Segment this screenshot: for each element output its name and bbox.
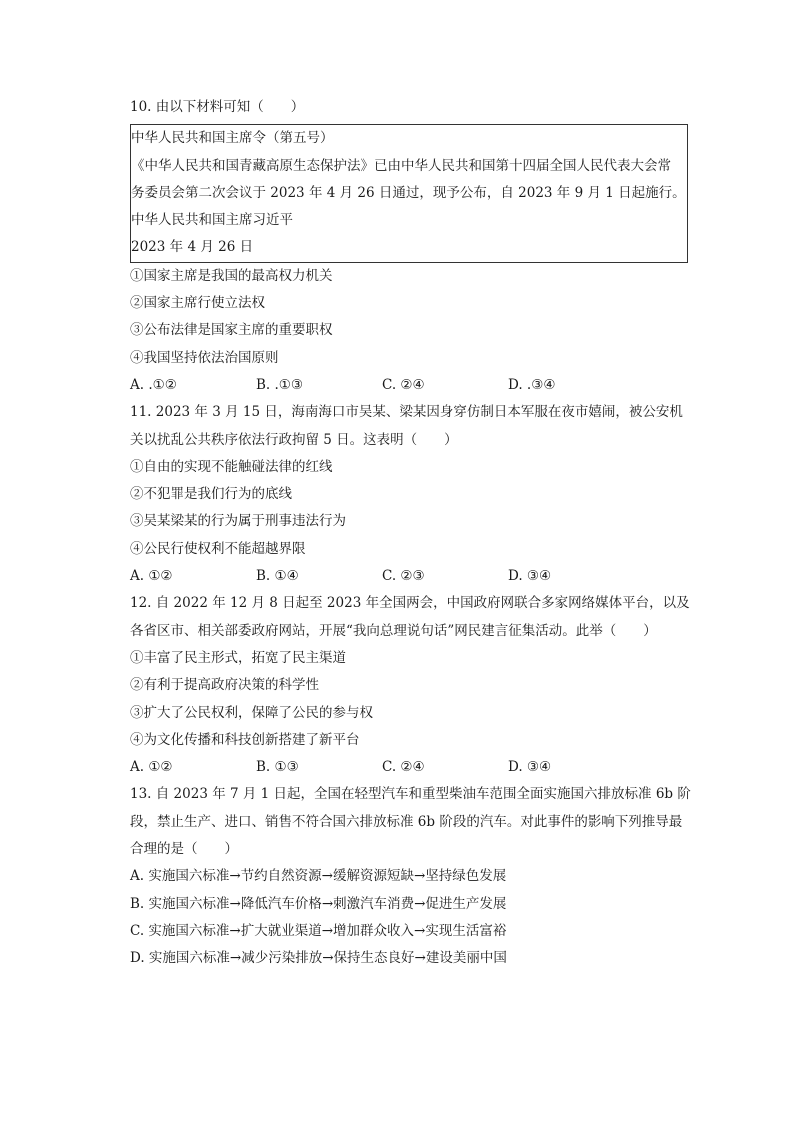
choice-d[interactable]: D. ③④ xyxy=(508,759,552,776)
choice-b[interactable]: B. .①③ xyxy=(256,376,303,393)
question-10-material-box xyxy=(130,124,688,262)
statement-item: ③公布法律是国家主席的重要职权 xyxy=(130,322,333,339)
option-b[interactable]: B. 实施国六标准→降低汽车价格→刺激汽车消费→促进生产发展 xyxy=(130,895,507,912)
question-12-stem-cont: 各省区市、相关部委政府网站，开展“我向总理说句话”网民建言征集活动。此举（ ） xyxy=(130,622,657,639)
question-11-choices xyxy=(130,563,690,590)
question-11 xyxy=(130,399,690,590)
choice-c[interactable]: C. ②③ xyxy=(382,568,425,585)
material-line: 2023 年 4 月 26 日 xyxy=(131,239,254,256)
statement-item: ④为文化传播和科技创新搭建了新平台 xyxy=(130,731,360,748)
option-c[interactable]: C. 实施国六标准→扩大就业渠道→增加群众收入→实现生活富裕 xyxy=(130,922,507,939)
choice-a[interactable]: A. .①② xyxy=(130,376,177,393)
question-13-stem-cont: 段，禁止生产、进口、销售不符合国六排放标准 6b 阶段的汽车。对此事件的影响下列推导最 xyxy=(130,813,683,830)
question-10 xyxy=(130,94,690,399)
choice-d[interactable]: D. .③④ xyxy=(508,376,556,393)
question-11-stem: 11. 2023 年 3 月 15 日，海南海口市吴某、梁某因身穿仿制日本军服在夜市嬉闹，被公安机 xyxy=(130,404,683,421)
choice-b[interactable]: B. ①④ xyxy=(256,568,299,585)
option-a[interactable]: A. 实施国六标准→节约自然资源→缓解资源短缺→坚持绿色发展 xyxy=(130,868,507,885)
statement-item: ③扩大了公民权利，保障了公民的参与权 xyxy=(130,704,373,721)
statement-item: ②国家主席行使立法权 xyxy=(130,295,265,312)
choice-d[interactable]: D. ③④ xyxy=(508,568,552,585)
choice-c[interactable]: C. ②④ xyxy=(382,759,425,776)
question-12 xyxy=(130,590,690,781)
question-10-stem: 10. 由以下材料可知（ ） xyxy=(130,99,305,115)
material-line: 中华人民共和国主席令（第五号） xyxy=(131,130,334,147)
option-d[interactable]: D. 实施国六标准→减少污染排放→保持生态良好→建设美丽中国 xyxy=(130,950,507,967)
choice-a[interactable]: A. ①② xyxy=(130,568,173,585)
material-line: 务委员会第二次会议于 2023 年 4 月 26 日通过，现予公布，自 2023 年 9 月 1 日起施行。 xyxy=(131,184,686,201)
statement-item: ④公民行使权利不能超越界限 xyxy=(130,540,306,557)
choice-b[interactable]: B. ①③ xyxy=(256,759,299,776)
question-13-stem-cont: 合理的是（ ） xyxy=(130,841,238,858)
statement-item: ①国家主席是我国的最高权力机关 xyxy=(130,267,333,284)
statement-item: ④我国坚持依法治国原则 xyxy=(130,349,279,366)
choice-c[interactable]: C. ②④ xyxy=(382,376,425,393)
exam-page xyxy=(130,92,690,973)
question-12-stem: 12. 自 2022 年 12 月 8 日起至 2023 年全国两会，中国政府网联合多家网络媒体平台，以及 xyxy=(130,595,690,612)
statement-item: ③吴某梁某的行为属于刑事违法行为 xyxy=(130,513,346,530)
statement-item: ②不犯罪是我们行为的底线 xyxy=(130,486,292,503)
question-12-choices xyxy=(130,754,690,781)
material-line: 中华人民共和国主席习近平 xyxy=(131,212,293,229)
question-13 xyxy=(130,781,690,972)
question-11-stem-cont: 关以扰乱公共秩序依法行政拘留 5 日。这表明（ ） xyxy=(130,431,458,448)
question-10-choices xyxy=(130,372,690,399)
statement-item: ①丰富了民主形式，拓宽了民主渠道 xyxy=(130,649,346,666)
material-line: 《中华人民共和国青藏高原生态保护法》已由中华人民共和国第十四届全国人民代表大会常 xyxy=(131,157,671,174)
statement-item: ①自由的实现不能触碰法律的红线 xyxy=(130,458,333,475)
statement-item: ②有利于提高政府决策的科学性 xyxy=(130,677,319,694)
question-13-stem: 13. 自 2023 年 7 月 1 日起，全国在轻型汽车和重型柴油车范围全面实施国六排放标准 6b 阶 xyxy=(130,786,691,803)
choice-a[interactable]: A. ①② xyxy=(130,759,173,776)
